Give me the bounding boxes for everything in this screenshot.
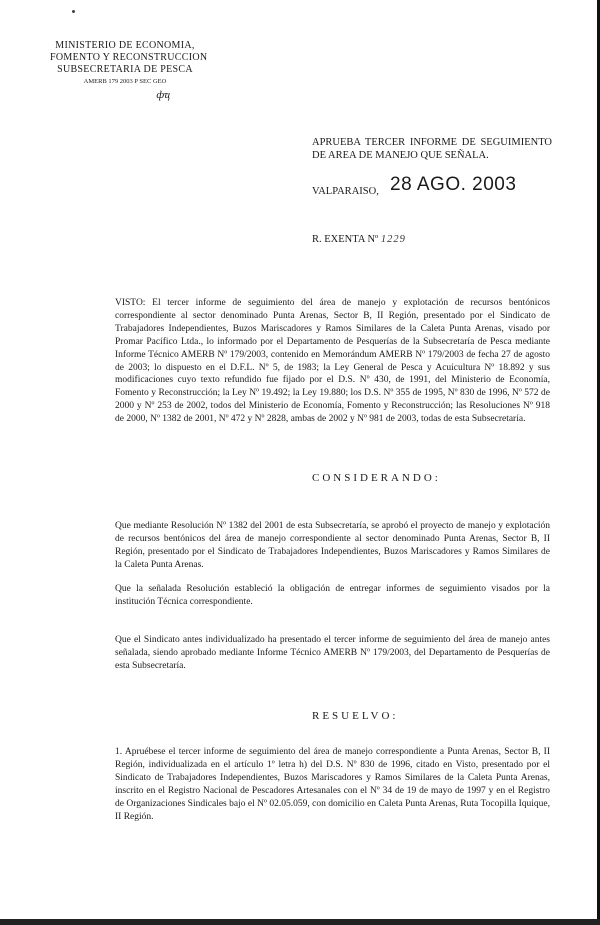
- document-subject: APRUEBA TERCER INFORME DE SEGUIMIENTO DE AREA DE MANEJO QUE SEÑALA.: [312, 137, 552, 161]
- paragraph-resuelvo-1: 1. Apruébese el tercer informe de seguimiento del área de manejo correspondiente a Punta Arenas, Sector B, II Región, individualizada en el artículo 1º letra h) del D.S. Nº 830 de 1996, citado en Visto, presentado por el Sindicato de Trabajadores Independientes, Buzos Mariscadores y Ramos Similares de la Caleta Punta Arenas, inscrito en el Registro Nacional de Pescadores Artesanales con el Nº 34 de 19 de mayo de 1997 y en el Registro de Organizaciones Sindicales bajo el Nº 02.05.059, con domicilio en Caleta Punta Arenas, Ruta Tocopilla Iquique, II Región.: [115, 747, 550, 822]
- heading-resuelvo: RESUELVO:: [312, 710, 399, 722]
- paragraph-considerando-2: Que la señalada Resolución estableció la obligación de entregar informes de seguimiento visados por la institución Técnica correspondiente.: [115, 584, 550, 607]
- paragraph-visto: VISTO: El tercer informe de seguimiento del área de manejo y explotación de recursos bentónicos correspondiente al sector denominado Punta Arenas, Sector B, II Región, presentado por el Sindicato de Trabajadores Independientes, Buzos Mariscadores y Ramos Similares de la Caleta Punta Arenas, visado por Promar Pacífico Ltda., lo informado por el Departamento de Pesquerías de la Subsecretaría de Pesca mediante Informe Técnico AMERB Nº 179/2003, contenido en Memorándum AMERB Nº 179/2003 de fecha 27 de agosto de 2003; lo dispuesto en el D.F.L. Nº 5, de 1983; la Ley General de Pesca y Acuicultura Nº 18.892 y sus modificaciones cuyo texto refundido fue fijado por el D.S. Nº 430, de 1991, del Ministerio de Economía, Fomento y Reconstrucción; la Ley Nº 19.492; la Ley 19.880; los D.S. Nº 355 de 1995, Nº 830 de 1996, Nº 572 de 2000 y Nº 253 de 2002, todos del Ministerio de Economía, Fomento y Reconstrucción; las Resoluciones Nº 918 de 2000, Nº 1382 de 2001, Nº 472 y Nº 2828, ambas de 2002 y Nº 981 de 2003, todas de esta Subsecretaría.: [115, 298, 550, 425]
- scan-speck: [72, 10, 75, 13]
- resolution-number-value: 1229: [380, 234, 406, 245]
- scan-edge-bottom: [0, 919, 600, 925]
- heading-considerando: CONSIDERANDO:: [312, 472, 441, 484]
- place-name: VALPARAISO,: [312, 186, 379, 197]
- handwritten-initials: фҵ: [156, 89, 170, 101]
- letterhead: [50, 40, 208, 101]
- letterhead-reference: AMERB 179 2003 P SEC GEO: [83, 78, 167, 85]
- stamped-date: 28 AGO. 2003: [390, 174, 517, 195]
- paragraph-considerando-3: Que el Sindicato antes individualizado ha presentado el tercer informe de seguimiento del área de manejo antes señalada, siendo aprobado mediante Informe Técnico AMERB Nº 179/2003, del Departamento de Pesquerías de esta Subsecretaría.: [115, 635, 550, 671]
- place-and-date: [312, 174, 552, 204]
- letterhead-fomento: FOMENTO Y RECONSTRUCCION: [50, 52, 208, 63]
- resolution-label: R. EXENTA Nº: [312, 234, 379, 245]
- letterhead-ministry: MINISTERIO DE ECONOMIA,: [55, 40, 195, 51]
- paragraph-considerando-1: Que mediante Resolución Nº 1382 del 2001 de esta Subsecretaría, se aprobó el proyecto de manejo y explotación de recursos bentónicos del área de manejo correspondiente al sector denominado Punta Arenas, Sector B, II Región, presentado por el Sindicato de Trabajadores Independientes, Buzos Mariscadores y Ramos Similares de la Caleta Punta Arenas.: [115, 521, 550, 570]
- resolution-number: [312, 234, 406, 245]
- letterhead-subsecretaria: SUBSECRETARIA DE PESCA: [57, 64, 193, 75]
